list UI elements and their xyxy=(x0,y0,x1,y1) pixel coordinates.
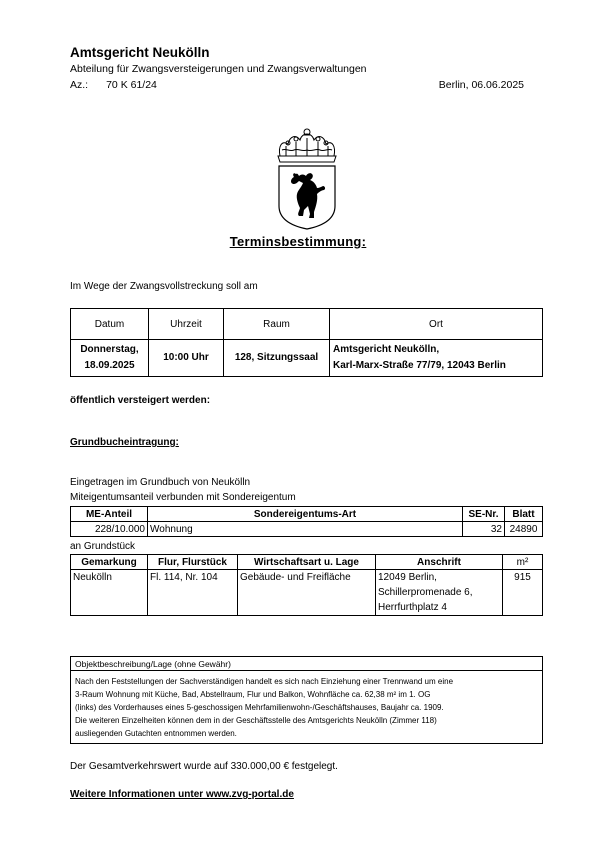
sondereigentum-table xyxy=(70,506,543,537)
anschrift: 12049 Berlin, Schillerpromenade 6, Herrfurthplatz 4 xyxy=(376,570,503,616)
termin-header-row xyxy=(71,309,543,340)
file-number-label: Az.: xyxy=(70,79,89,91)
termin-row xyxy=(71,340,543,377)
intro-text: Im Wege der Zwangsvollstreckung soll am xyxy=(70,281,258,292)
header-wirtschaftsart: Wirtschaftsart u. Lage xyxy=(238,555,376,570)
wirtschaftsart: Gebäude- und Freifläche xyxy=(238,570,376,616)
blatt: 24890 xyxy=(505,522,543,537)
miteigentum-text: Miteigentumsanteil verbunden mit Sondereigentum xyxy=(70,492,296,503)
grundstueck-table xyxy=(70,554,543,616)
termin-place: Amtsgericht Neukölln, Karl-Marx-Straße 77/79, 12043 Berlin xyxy=(330,340,543,377)
court-name: Amtsgericht Neukölln xyxy=(70,45,210,60)
an-grundstueck-text: an Grundstück xyxy=(70,541,136,552)
eingetragen-text: Eingetragen im Grundbuch von Neukölln xyxy=(70,477,251,488)
header-blatt: Blatt xyxy=(505,507,543,522)
file-number-value: 70 K 61/24 xyxy=(106,79,157,91)
sonder-header-row xyxy=(71,507,543,522)
header-flur: Flur, Flurstück xyxy=(148,555,238,570)
header-me-anteil: ME-Anteil xyxy=(71,507,148,522)
me-anteil: 228/10.000 xyxy=(71,522,148,537)
gemarkung: Neukölln xyxy=(71,570,148,616)
header-raum: Raum xyxy=(224,309,330,340)
header-gemarkung: Gemarkung xyxy=(71,555,148,570)
flaeche: 915 xyxy=(503,570,543,616)
header-sondereigentums-art: Sondereigentums-Art xyxy=(148,507,463,522)
department: Abteilung für Zwangsversteigerungen und Zwangsverwaltungen xyxy=(70,63,367,75)
termin-date: Donnerstag, 18.09.2025 xyxy=(71,340,149,377)
termin-table xyxy=(70,308,543,377)
verkehrswert-text: Der Gesamtverkehrswert wurde auf 330.000,00 € festgelegt. xyxy=(70,761,338,772)
header-anschrift: Anschrift xyxy=(376,555,503,570)
grundstueck-header-row xyxy=(71,555,543,570)
header-se-nr: SE-Nr. xyxy=(463,507,505,522)
flur-flurstueck: Fl. 114, Nr. 104 xyxy=(148,570,238,616)
file-number xyxy=(70,79,157,91)
se-nr: 32 xyxy=(463,522,505,537)
weitere-info-link[interactable]: Weitere Informationen unter www.zvg-portal.de xyxy=(70,789,294,800)
header-ort: Ort xyxy=(330,309,543,340)
objektbeschreibung-text: Nach den Feststellungen der Sachverständigen handelt es sich nach Einziehung einer Trennwand um eine 3-Raum Wohnung mit Küche, Bad, Abstellraum, Flur und Balkon, Wohnfläche ca. 62,38 m² im 1. OG (links) des Vorderhauses eines 5-geschossigen Mehrfamilienwohn-/Geschäftshauses, Baujahr ca. 1909. Die weiteren Einzelheiten können dem in der Geschäftsstelle des Amtsgerichts Neukölln (Zimmer 118) ausliegenden Gutachten entnommen werden. xyxy=(75,677,454,738)
header-datum: Datum xyxy=(71,309,149,340)
header-uhrzeit: Uhrzeit xyxy=(149,309,224,340)
berlin-crest-icon xyxy=(272,126,342,230)
place-date: Berlin, 06.06.2025 xyxy=(438,79,524,91)
header-flaeche: m² xyxy=(503,555,543,570)
grundbuch-heading: Grundbucheintragung: xyxy=(70,437,179,448)
objektbeschreibung-box xyxy=(70,656,543,744)
termin-time: 10:00 Uhr xyxy=(149,340,224,377)
termin-room: 128, Sitzungssaal xyxy=(224,340,330,377)
page-title: Terminsbestimmung: xyxy=(229,234,367,249)
auction-statement: öffentlich versteigert werden: xyxy=(70,395,211,406)
table-row xyxy=(71,570,543,616)
table-row xyxy=(71,522,543,537)
objektbeschreibung-heading: Objektbeschreibung/Lage (ohne Gewähr) xyxy=(71,657,542,671)
sondereigentums-art: Wohnung xyxy=(148,522,463,537)
